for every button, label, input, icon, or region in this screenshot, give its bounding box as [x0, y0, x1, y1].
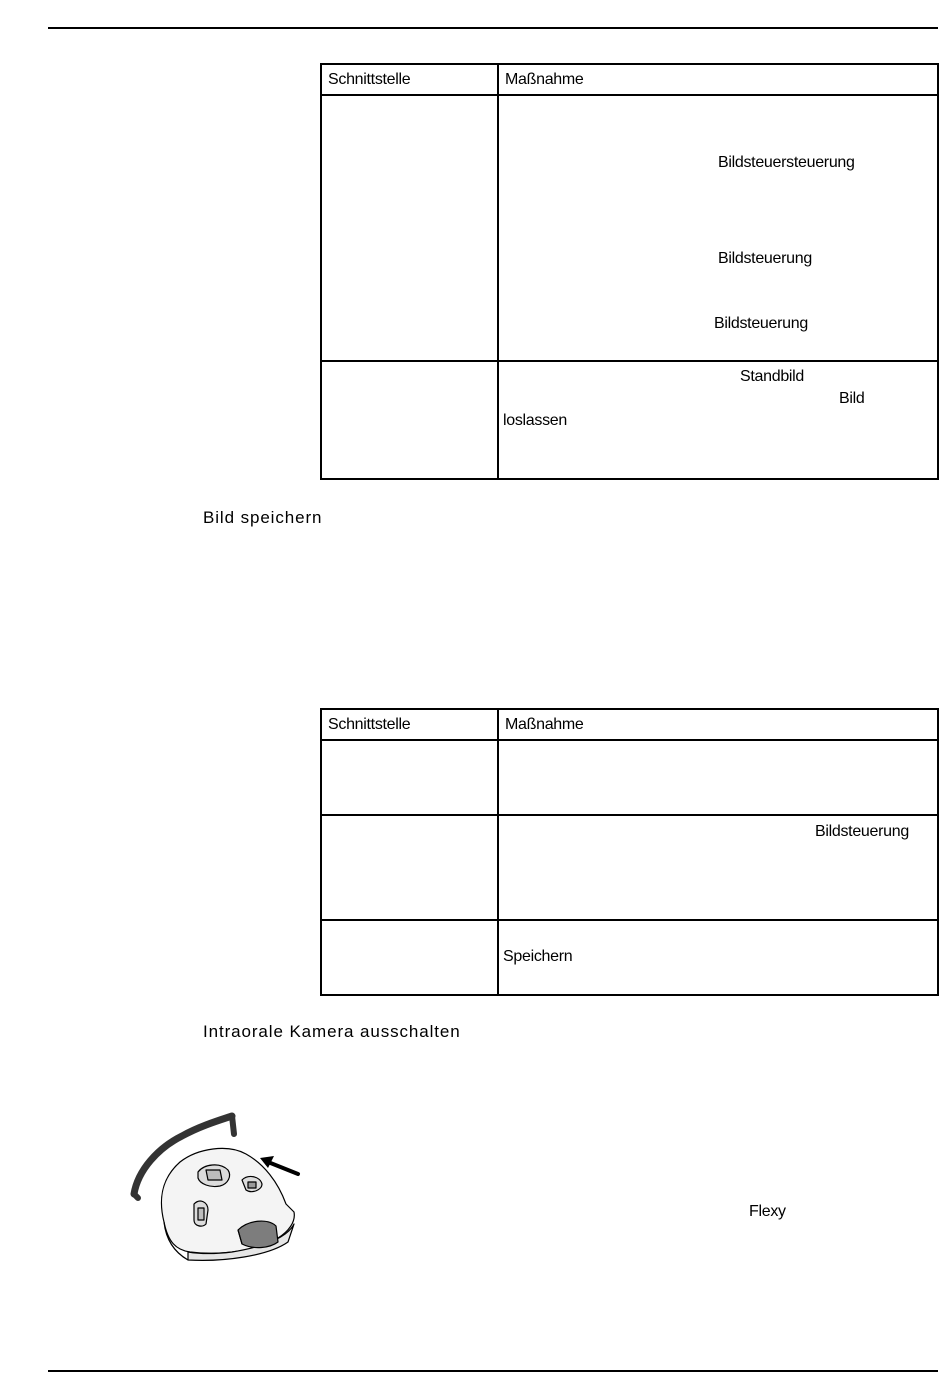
term-image-control: Bildsteuerung	[714, 315, 808, 332]
action-cell	[498, 920, 938, 995]
product-name-flexy: Flexy	[749, 1203, 786, 1220]
interface-cell	[321, 361, 498, 479]
table-header-row	[321, 709, 938, 740]
foot-control-illustration	[128, 1112, 308, 1264]
interface-cell	[321, 740, 498, 815]
term-image-control: Bildsteuerung	[815, 823, 909, 840]
action-cell	[498, 815, 938, 920]
table-row	[321, 95, 938, 361]
section-heading-save-image: Bild speichern	[203, 508, 323, 527]
interface-cell	[321, 95, 498, 361]
action-cell	[498, 95, 938, 361]
term-image: Bild	[839, 390, 865, 407]
table-header-row	[321, 64, 938, 95]
table-row	[321, 740, 938, 815]
column-header-action: Maßnahme	[498, 709, 938, 740]
term-image-control: Bildsteuersteuerung	[718, 154, 855, 171]
action-cell	[498, 740, 938, 815]
table-save-image	[320, 708, 939, 996]
table-row	[321, 815, 938, 920]
header-rule	[48, 27, 938, 29]
term-release: loslassen	[503, 412, 568, 429]
term-image-control: Bildsteuerung	[718, 250, 812, 267]
interface-cell	[321, 815, 498, 920]
column-header-interface: Schnittstelle	[321, 709, 498, 740]
table-row	[321, 920, 938, 995]
term-save: Speichern	[503, 948, 573, 965]
section-heading-camera-off: Intraorale Kamera ausschalten	[203, 1022, 461, 1041]
table-row	[321, 361, 938, 479]
column-header-interface: Schnittstelle	[321, 64, 498, 95]
action-cell	[498, 361, 938, 479]
interface-cell	[321, 920, 498, 995]
term-still-image: Standbild	[740, 368, 805, 385]
footer-rule	[48, 1370, 938, 1372]
column-header-action: Maßnahme	[498, 64, 938, 95]
table-image-control	[320, 63, 939, 480]
